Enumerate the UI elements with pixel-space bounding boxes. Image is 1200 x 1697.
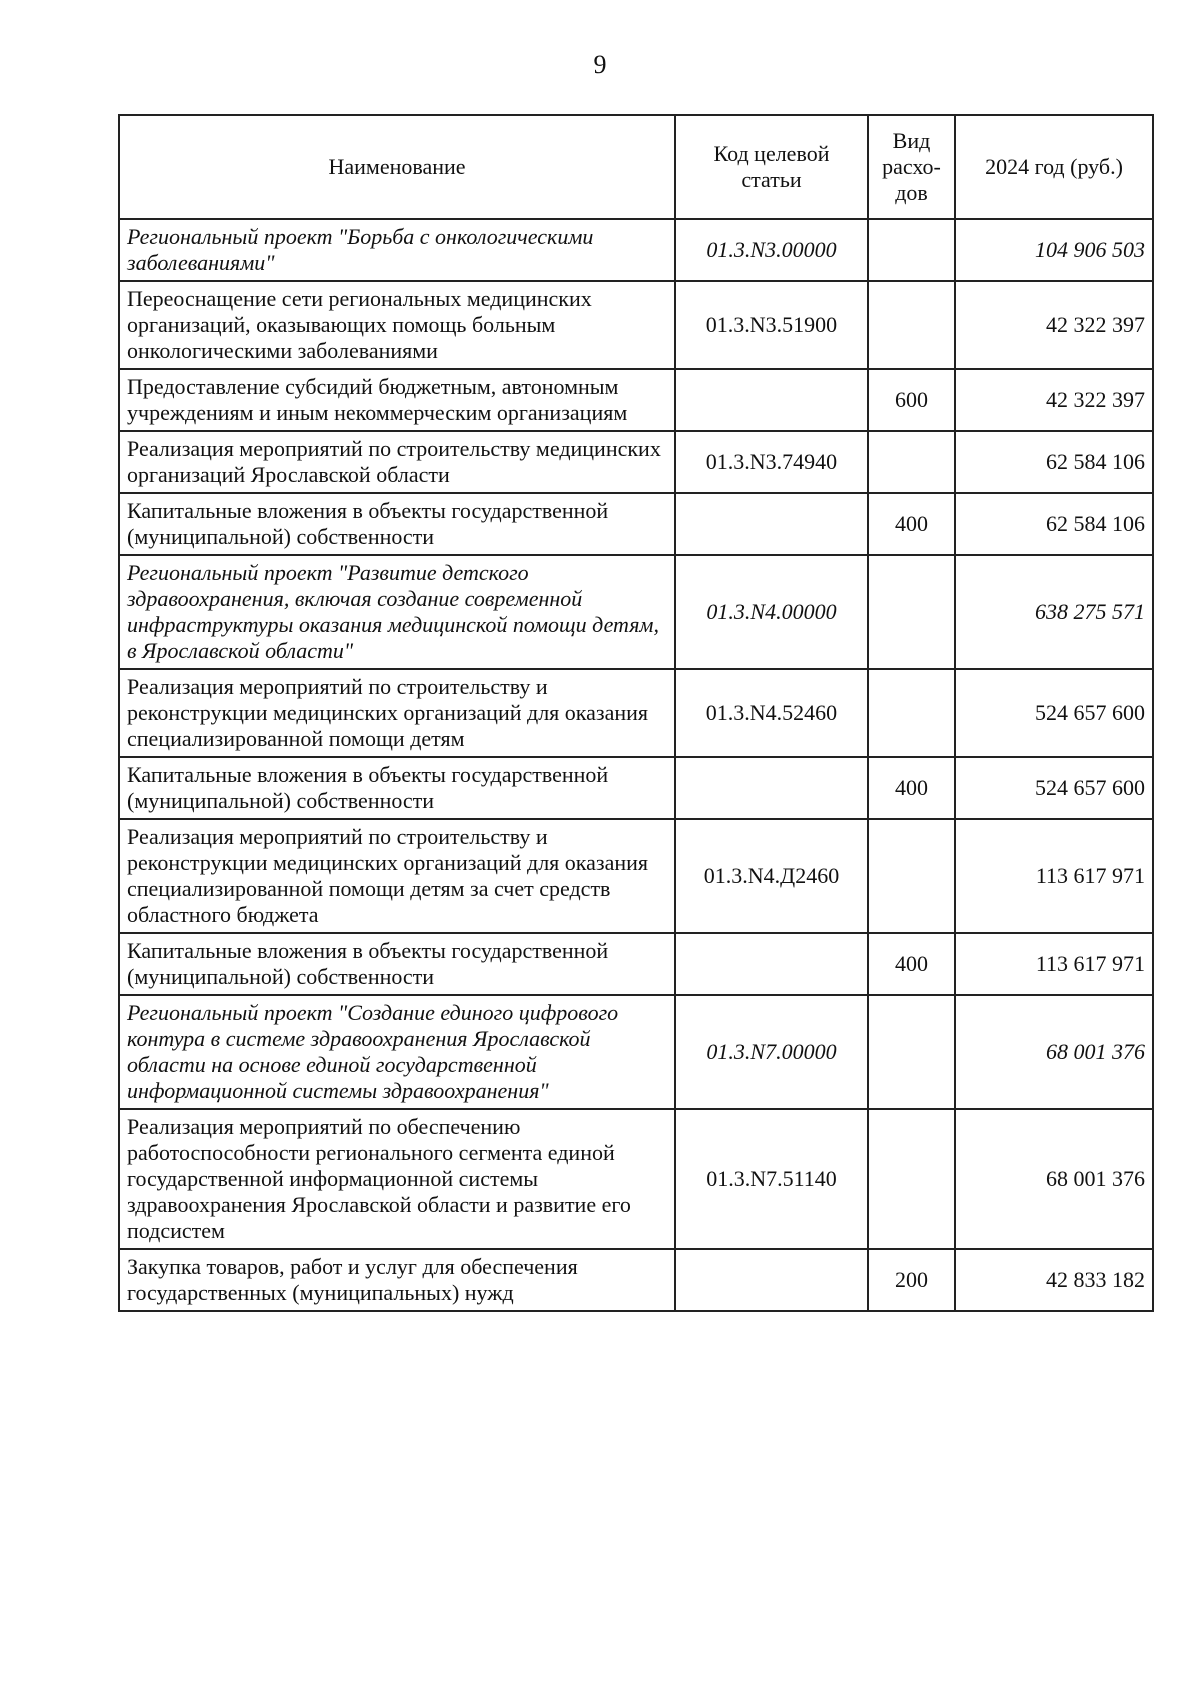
table-row: [119, 431, 1153, 493]
row-amount: 42 322 397: [955, 369, 1153, 431]
row-name: Региональный проект "Создание единого цифрового контура в системе здравоохранения Ярославской области на основе единой государственной информационной системы здравоохранения": [119, 995, 675, 1109]
table-row: [119, 1249, 1153, 1311]
row-name: Реализация мероприятий по строительству и реконструкции медицинских организаций для оказания специализированной помощи детям за счет средств областного бюджета: [119, 819, 675, 933]
row-kind: 400: [868, 757, 955, 819]
row-kind: 400: [868, 493, 955, 555]
header-code: Код целевой статьи: [675, 115, 868, 219]
row-name: Предоставление субсидий бюджетным, автономным учреждениям и иным некоммерческим организациям: [119, 369, 675, 431]
row-code: 01.3.N3.51900: [675, 281, 868, 369]
row-kind: 200: [868, 1249, 955, 1311]
row-kind: 400: [868, 933, 955, 995]
row-amount: 42 322 397: [955, 281, 1153, 369]
row-kind: [868, 995, 955, 1109]
row-code: 01.3.N4.52460: [675, 669, 868, 757]
table-row: [119, 555, 1153, 669]
page-number: 9: [593, 50, 607, 79]
row-amount: 68 001 376: [955, 1109, 1153, 1249]
row-kind: [868, 431, 955, 493]
row-name: Реализация мероприятий по обеспечению работоспособности регионального сегмента единой государственной информационной системы здравоохранения Ярославской области и развитие его подсистем: [119, 1109, 675, 1249]
header-amount: 2024 год (руб.): [955, 115, 1153, 219]
row-code: 01.3.N4.00000: [675, 555, 868, 669]
row-amount: 104 906 503: [955, 219, 1153, 281]
table-row: [119, 1109, 1153, 1249]
row-amount: 638 275 571: [955, 555, 1153, 669]
row-name: Региональный проект "Борьба с онкологическими заболеваниями": [119, 219, 675, 281]
row-name: Капитальные вложения в объекты государственной (муниципальной) собственности: [119, 757, 675, 819]
table-header-row: [119, 115, 1153, 219]
row-code: [675, 757, 868, 819]
row-code: 01.3.N4.Д2460: [675, 819, 868, 933]
row-code: [675, 933, 868, 995]
row-amount: 68 001 376: [955, 995, 1153, 1109]
row-name: Капитальные вложения в объекты государственной (муниципальной) собственности: [119, 933, 675, 995]
row-name: Реализация мероприятий по строительству медицинских организаций Ярославской области: [119, 431, 675, 493]
row-name: Реализация мероприятий по строительству и реконструкции медицинских организаций для оказания специализированной помощи детям: [119, 669, 675, 757]
budget-table: [118, 114, 1154, 1312]
row-kind: [868, 1109, 955, 1249]
header-kind: Вид расхо-дов: [868, 115, 955, 219]
table-row: [119, 757, 1153, 819]
row-code: [675, 1249, 868, 1311]
row-code: [675, 493, 868, 555]
row-code: 01.3.N3.00000: [675, 219, 868, 281]
table-row: [119, 933, 1153, 995]
header-name: Наименование: [119, 115, 675, 219]
table-row: [119, 995, 1153, 1109]
row-kind: 600: [868, 369, 955, 431]
row-amount: 524 657 600: [955, 669, 1153, 757]
row-name: Региональный проект "Развитие детского здравоохранения, включая создание современной инфраструктуры оказания медицинской помощи детям, в Ярославской области": [119, 555, 675, 669]
row-kind: [868, 819, 955, 933]
table-row: [119, 281, 1153, 369]
row-amount: 524 657 600: [955, 757, 1153, 819]
row-kind: [868, 555, 955, 669]
table-row: [119, 369, 1153, 431]
row-amount: 113 617 971: [955, 933, 1153, 995]
table-body: [119, 219, 1153, 1311]
row-amount: 62 584 106: [955, 431, 1153, 493]
row-amount: 113 617 971: [955, 819, 1153, 933]
row-code: 01.3.N7.00000: [675, 995, 868, 1109]
row-kind: [868, 669, 955, 757]
row-amount: 42 833 182: [955, 1249, 1153, 1311]
row-code: [675, 369, 868, 431]
row-kind: [868, 281, 955, 369]
row-name: Капитальные вложения в объекты государственной (муниципальной) собственности: [119, 493, 675, 555]
row-name: Закупка товаров, работ и услуг для обеспечения государственных (муниципальных) нужд: [119, 1249, 675, 1311]
row-name: Переоснащение сети региональных медицинских организаций, оказывающих помощь больным онкологическими заболеваниями: [119, 281, 675, 369]
table-row: [119, 219, 1153, 281]
table-row: [119, 493, 1153, 555]
row-amount: 62 584 106: [955, 493, 1153, 555]
table-row: [119, 669, 1153, 757]
row-code: 01.3.N7.51140: [675, 1109, 868, 1249]
row-kind: [868, 219, 955, 281]
row-code: 01.3.N3.74940: [675, 431, 868, 493]
table-row: [119, 819, 1153, 933]
